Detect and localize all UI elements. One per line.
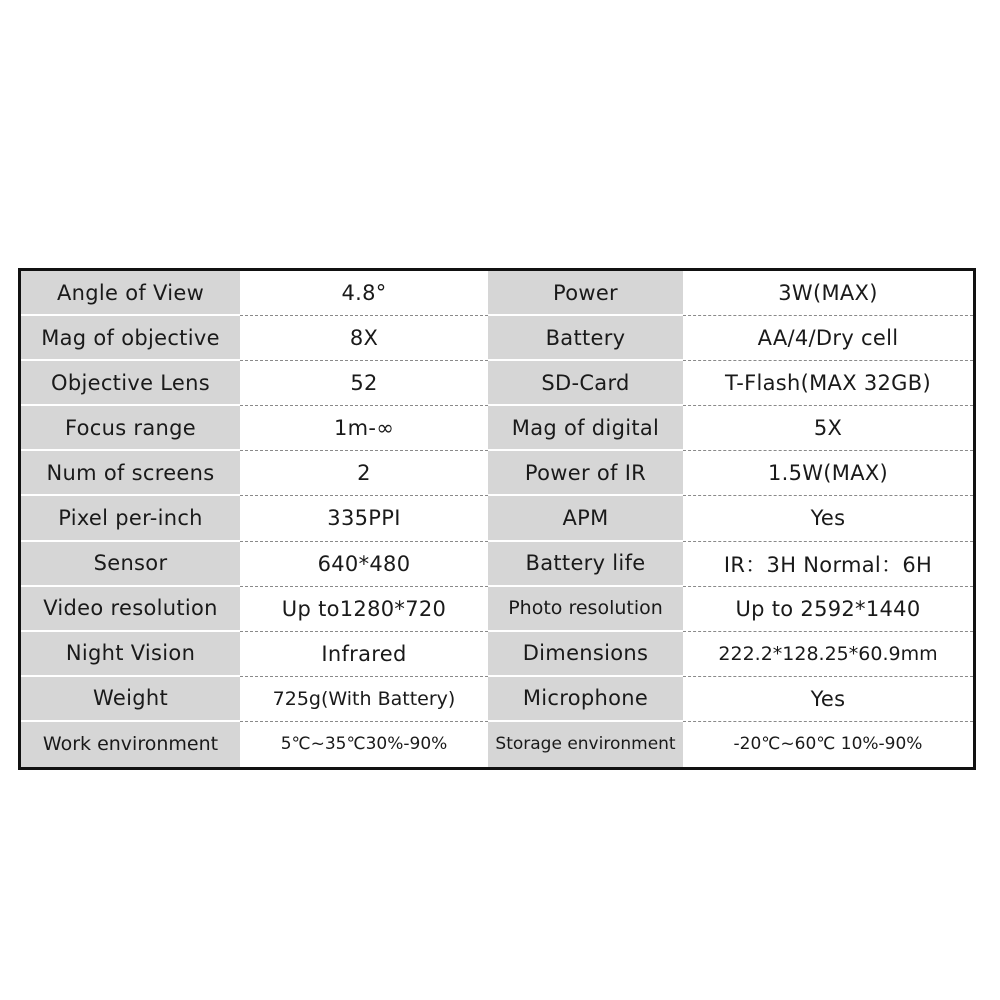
spec-label: Weight xyxy=(21,677,240,722)
spec-value: Yes xyxy=(683,677,973,722)
spec-value: IR：3H Normal：6H xyxy=(683,542,973,587)
spec-label: Power of IR xyxy=(488,451,683,496)
spec-label: Microphone xyxy=(488,677,683,722)
spec-value: 5℃~35℃30%-90% xyxy=(240,722,488,767)
spec-label: Photo resolution xyxy=(488,587,683,632)
spec-value: -20℃~60℃ 10%-90% xyxy=(683,722,973,767)
spec-label: Angle of View xyxy=(21,271,240,316)
spec-label: SD-Card xyxy=(488,361,683,406)
spec-value: Up to 2592*1440 xyxy=(683,587,973,632)
spec-value: 640*480 xyxy=(240,542,488,587)
spec-value: Infrared xyxy=(240,632,488,677)
spec-value: 2 xyxy=(240,451,488,496)
spec-label: Storage environment xyxy=(488,722,683,767)
spec-label: Mag of digital xyxy=(488,406,683,451)
spec-label: Dimensions xyxy=(488,632,683,677)
spec-value: AA/4/Dry cell xyxy=(683,316,973,361)
spec-label: Battery life xyxy=(488,542,683,587)
spec-value: Yes xyxy=(683,496,973,541)
spec-label: Pixel per-inch xyxy=(21,496,240,541)
spec-value: 725g(With Battery) xyxy=(240,677,488,722)
spec-value: 222.2*128.25*60.9mm xyxy=(683,632,973,677)
spec-value: 1m-∞ xyxy=(240,406,488,451)
spec-label: Work environment xyxy=(21,722,240,767)
spec-label: Night Vision xyxy=(21,632,240,677)
spec-label: Power xyxy=(488,271,683,316)
spec-label: Mag of objective xyxy=(21,316,240,361)
spec-value: 8X xyxy=(240,316,488,361)
spec-value: Up to1280*720 xyxy=(240,587,488,632)
spec-label: APM xyxy=(488,496,683,541)
spec-label: Objective Lens xyxy=(21,361,240,406)
spec-value: 4.8° xyxy=(240,271,488,316)
spec-label: Focus range xyxy=(21,406,240,451)
spec-value: 52 xyxy=(240,361,488,406)
spec-value: T-Flash(MAX 32GB) xyxy=(683,361,973,406)
spec-label: Video resolution xyxy=(21,587,240,632)
spec-value: 335PPI xyxy=(240,496,488,541)
spec-table xyxy=(18,268,976,770)
spec-value: 5X xyxy=(683,406,973,451)
spec-value: 1.5W(MAX) xyxy=(683,451,973,496)
spec-label: Num of screens xyxy=(21,451,240,496)
spec-value: 3W(MAX) xyxy=(683,271,973,316)
spec-label: Battery xyxy=(488,316,683,361)
spec-label: Sensor xyxy=(21,542,240,587)
